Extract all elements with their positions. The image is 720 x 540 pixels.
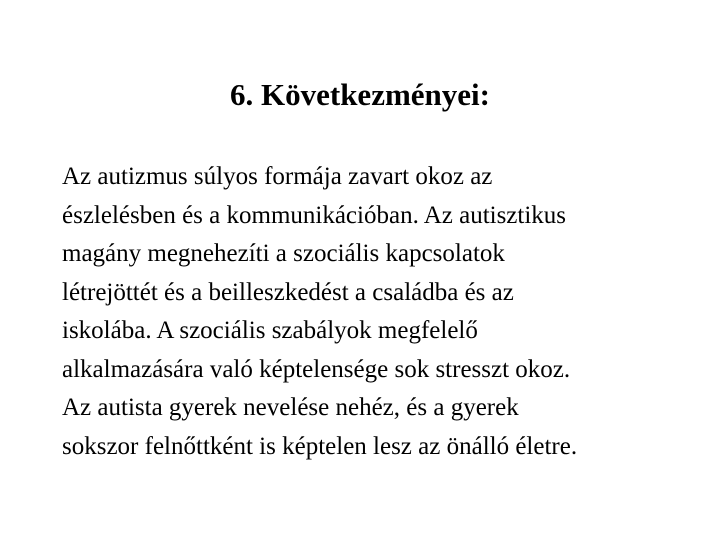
body-line: magány megnehezíti a szociális kapcsolatok [62, 240, 505, 267]
slide-body-text [62, 158, 662, 466]
slide-title: 6. Következményei: [230, 77, 490, 112]
body-line: Az autizmus súlyos formája zavart okoz az [62, 163, 493, 190]
body-line: észlelésben és a kommunikációban. Az autisztikus [62, 201, 567, 229]
body-line: Az autista gyerek nevelése nehéz, és a gyerek [62, 394, 519, 421]
body-line: létrejöttét és a beilleszkedést a családba és az [62, 278, 514, 306]
body-line: iskolába. A szociális szabályok megfelelő [62, 317, 478, 344]
body-line: alkalmazására való képtelensége sok stresszt okoz. [62, 355, 571, 383]
body-line: sokszor felnőttként is képtelen lesz az önálló életre. [62, 432, 578, 460]
